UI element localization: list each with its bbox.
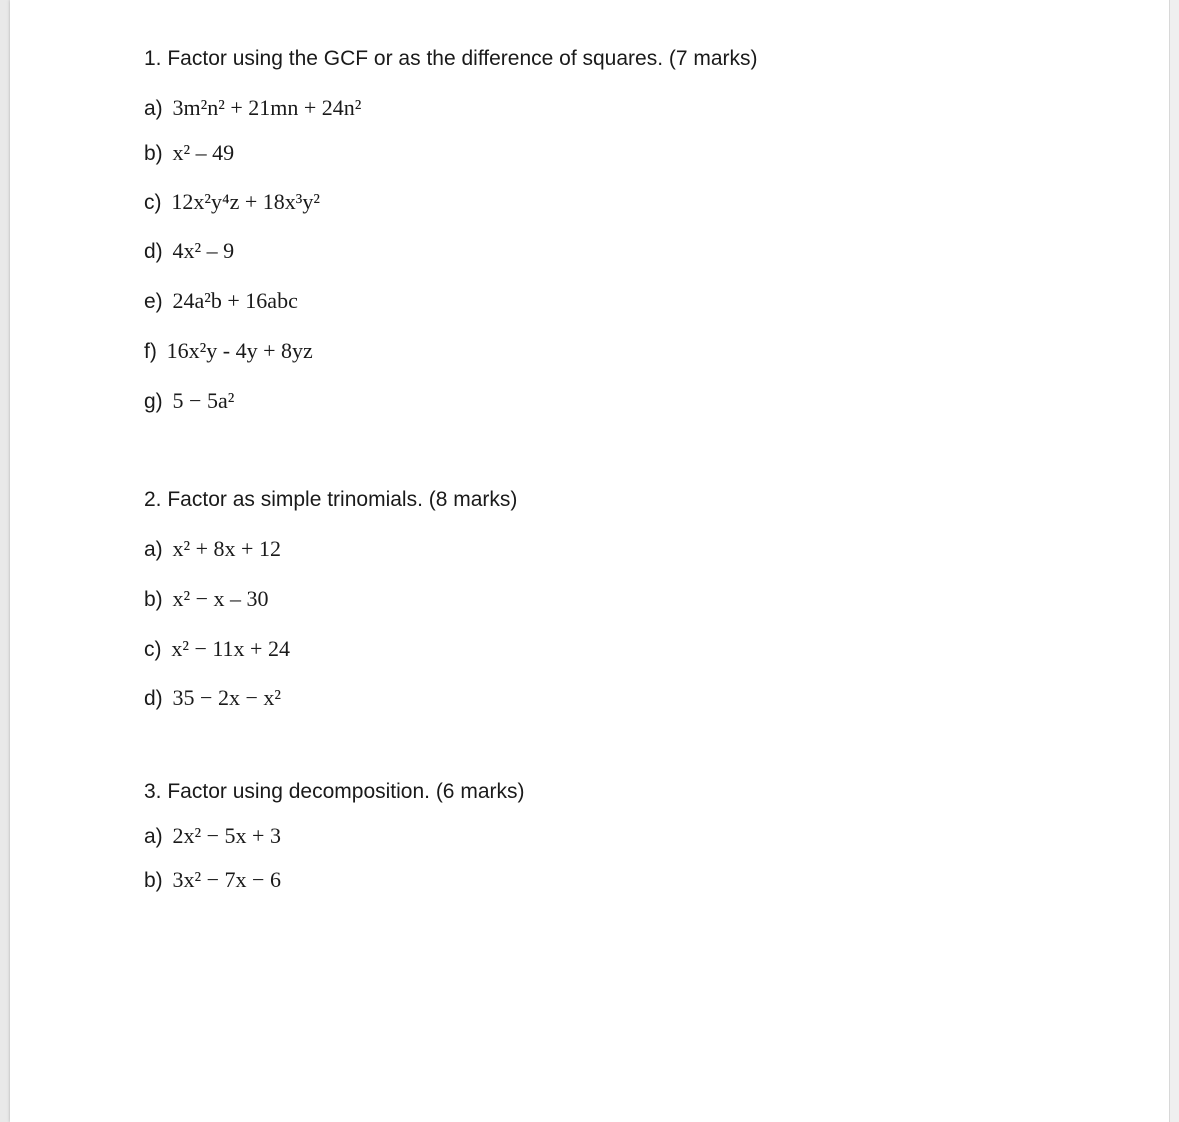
item-label: g) <box>144 390 163 413</box>
section-2-heading: 2. Factor as simple trinomials. (8 marks) <box>144 488 518 511</box>
question-3a <box>144 825 281 847</box>
math-expression: 16x²y - 4y + 8yz <box>166 338 313 363</box>
item-label: c) <box>144 191 162 214</box>
question-1g <box>144 390 234 412</box>
question-1c <box>144 191 320 213</box>
item-label: a) <box>144 825 163 848</box>
question-3b <box>144 869 281 891</box>
question-1e <box>144 290 298 312</box>
question-2d <box>144 687 281 709</box>
math-expression: x² – 49 <box>172 140 235 165</box>
question-1f <box>144 340 313 362</box>
math-expression: 4x² – 9 <box>172 238 235 263</box>
math-expression: 12x²y⁴z + 18x³y² <box>171 189 320 214</box>
math-expression: 3m²n² + 21mn + 24n² <box>172 95 362 120</box>
math-expression: 5 − 5a² <box>172 388 235 413</box>
section-3-heading: 3. Factor using decomposition. (6 marks) <box>144 780 525 803</box>
math-expression: x² − 11x + 24 <box>171 636 290 661</box>
item-label: b) <box>144 142 163 165</box>
math-expression: 3x² − 7x − 6 <box>172 867 281 892</box>
item-label: f) <box>144 340 157 363</box>
worksheet-page <box>10 0 1169 1122</box>
item-label: d) <box>144 240 163 263</box>
item-label: a) <box>144 97 163 120</box>
item-label: d) <box>144 687 163 710</box>
question-1d <box>144 240 234 262</box>
question-1a <box>144 97 361 119</box>
question-1b <box>144 142 234 164</box>
question-2c <box>144 638 290 660</box>
question-2a <box>144 538 281 560</box>
math-expression: 35 − 2x − x² <box>172 685 281 710</box>
item-label: e) <box>144 290 163 313</box>
item-label: b) <box>144 588 163 611</box>
item-label: c) <box>144 638 162 661</box>
question-2b <box>144 588 269 610</box>
item-label: a) <box>144 538 163 561</box>
section-1-heading: 1. Factor using the GCF or as the difference of squares. (7 marks) <box>144 47 758 70</box>
item-label: b) <box>144 869 163 892</box>
math-expression: x² − x – 30 <box>172 586 269 611</box>
math-expression: 2x² − 5x + 3 <box>172 823 281 848</box>
page-edge <box>1169 0 1179 1122</box>
math-expression: 24a²b + 16abc <box>172 288 298 313</box>
math-expression: x² + 8x + 12 <box>172 536 281 561</box>
